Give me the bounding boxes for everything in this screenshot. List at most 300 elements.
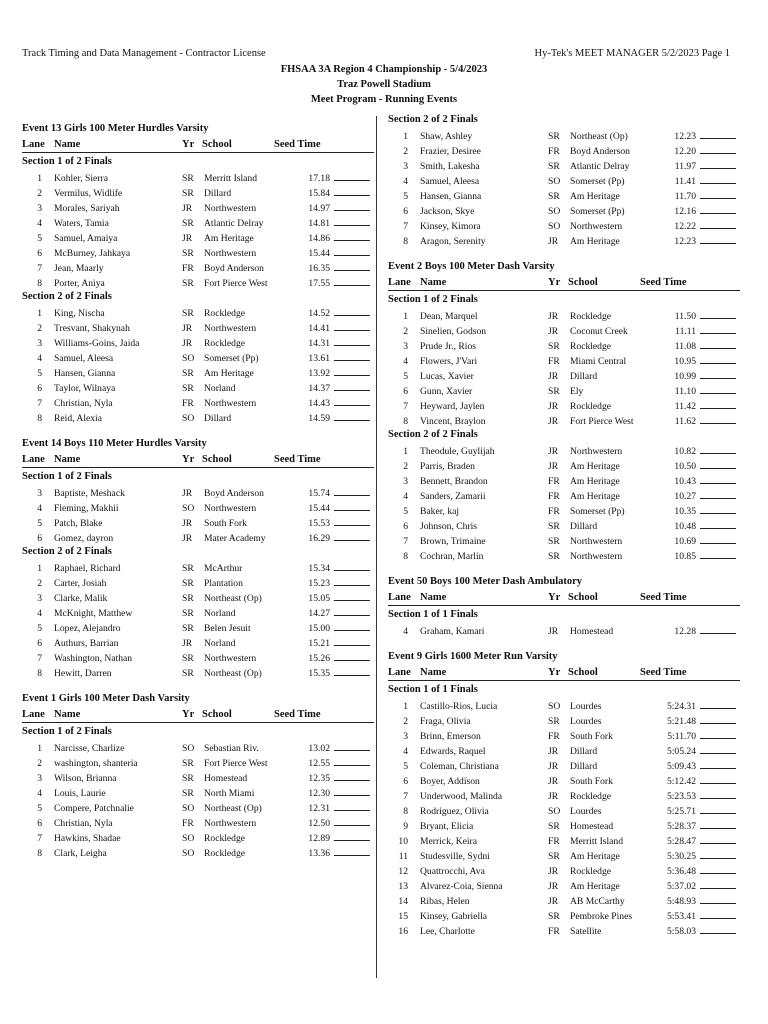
section-title: Section 1 of 1 Finals <box>388 609 478 620</box>
athlete-year: SR <box>182 368 194 379</box>
section-title: Section 1 of 2 Finals <box>22 156 112 167</box>
lane-number: 6 <box>403 386 408 397</box>
school-name: Lourdes <box>570 806 602 817</box>
result-blank-line <box>334 171 370 181</box>
result-blank-line <box>334 741 370 751</box>
lane-number: 7 <box>403 536 408 547</box>
athlete-year: SR <box>182 308 194 319</box>
seed-time: 11.97 <box>674 161 696 172</box>
result-blank-line <box>700 384 736 394</box>
column-header-name: Name <box>54 139 81 150</box>
athlete-year: FR <box>548 836 560 847</box>
school-name: Dillard <box>204 413 232 424</box>
seed-time: 10.99 <box>674 371 696 382</box>
athlete-year: SR <box>182 188 194 199</box>
school-name: Northeast (Op) <box>204 668 262 679</box>
seed-time: 15.00 <box>308 623 330 634</box>
school-name: AB McCarthy <box>570 896 625 907</box>
school-name: Pembroke Pines <box>570 911 633 922</box>
athlete-year: SO <box>182 743 195 754</box>
school-name: Somerset (Pp) <box>570 176 625 187</box>
lane-number: 2 <box>403 146 408 157</box>
seed-time: 11.41 <box>674 176 696 187</box>
seed-time: 14.43 <box>308 398 330 409</box>
seed-time: 10.85 <box>674 551 696 562</box>
lane-number: 5 <box>37 803 42 814</box>
school-name: Northwestern <box>570 446 623 457</box>
lane-number: 4 <box>37 503 42 514</box>
athlete-name: Parris, Braden <box>420 461 475 472</box>
seed-time: 13.92 <box>308 368 330 379</box>
athlete-name: Fraga, Olivia <box>420 716 471 727</box>
entry-row <box>388 744 740 759</box>
seed-time: 11.10 <box>674 386 696 397</box>
result-blank-line <box>700 774 736 784</box>
school-name: Fort Pierce West <box>204 278 268 289</box>
seed-time: 12.31 <box>308 803 330 814</box>
entry-row <box>22 516 374 531</box>
athlete-year: FR <box>182 398 194 409</box>
athlete-year: FR <box>548 476 560 487</box>
result-blank-line <box>700 819 736 829</box>
lane-number: 8 <box>37 278 42 289</box>
athlete-name: Kinsey, Kimora <box>420 221 481 232</box>
entry-row <box>388 729 740 744</box>
entry-row <box>388 714 740 729</box>
athlete-name: Bryant, Elicia <box>420 821 474 832</box>
result-blank-line <box>334 591 370 601</box>
entry-row <box>22 201 374 216</box>
school-name: Norland <box>204 638 236 649</box>
athlete-name: Brinn, Emerson <box>420 731 481 742</box>
entry-row <box>22 846 374 861</box>
entry-row <box>22 306 374 321</box>
entry-row <box>22 501 374 516</box>
result-blank-line <box>700 129 736 139</box>
entry-row <box>388 864 740 879</box>
result-blank-line <box>334 501 370 511</box>
athlete-name: Jean, Maarly <box>54 263 104 274</box>
lane-number: 7 <box>403 401 408 412</box>
athlete-name: Clarke, Malik <box>54 593 108 604</box>
athlete-name: Shaw, Ashley <box>420 131 473 142</box>
lane-number: 2 <box>37 578 42 589</box>
school-name: Ely <box>570 386 584 397</box>
column-header-row <box>22 454 374 468</box>
section-title: Section 1 of 2 Finals <box>22 471 112 482</box>
athlete-name: Washington, Nathan <box>54 653 133 664</box>
athlete-year: SR <box>548 131 560 142</box>
athlete-name: Rodriguez, Olivia <box>420 806 489 817</box>
lane-number: 7 <box>37 833 42 844</box>
school-name: Merritt Island <box>204 173 258 184</box>
lane-number: 14 <box>398 896 408 907</box>
lane-number: 5 <box>403 191 408 202</box>
meet-program: Meet Program - Running Events <box>310 94 458 105</box>
seed-time: 15.53 <box>308 518 330 529</box>
entry-row <box>388 219 740 234</box>
lane-number: 6 <box>403 776 408 787</box>
athlete-year: FR <box>548 356 560 367</box>
seed-time: 12.55 <box>308 758 330 769</box>
result-blank-line <box>700 159 736 169</box>
athlete-year: SR <box>182 248 194 259</box>
result-blank-line <box>700 744 736 754</box>
result-blank-line <box>700 699 736 709</box>
column-header-seed: Seed Time <box>640 592 687 603</box>
school-name: Homestead <box>570 626 614 637</box>
lane-number: 2 <box>403 326 408 337</box>
entry-row <box>22 756 374 771</box>
athlete-year: JR <box>548 311 559 322</box>
entry-row <box>22 336 374 351</box>
seed-time: 14.37 <box>308 383 330 394</box>
result-blank-line <box>700 309 736 319</box>
school-name: South Fork <box>204 518 247 529</box>
result-blank-line <box>700 894 736 904</box>
school-name: Northeast (Op) <box>204 803 262 814</box>
result-blank-line <box>700 369 736 379</box>
section-title: Section 2 of 2 Finals <box>22 546 112 557</box>
lane-number: 4 <box>37 218 42 229</box>
athlete-name: Sanders, Zamarii <box>420 491 486 502</box>
seed-time: 5:37.02 <box>666 881 696 892</box>
seed-time: 12.16 <box>674 206 696 217</box>
column-header-lane: Lane <box>388 277 411 288</box>
result-blank-line <box>334 246 370 256</box>
lane-number: 3 <box>37 203 42 214</box>
lane-number: 8 <box>37 848 42 859</box>
lane-number: 2 <box>37 188 42 199</box>
column-header-yr: Yr <box>182 454 195 465</box>
lane-number: 4 <box>37 608 42 619</box>
header-right: Hy-Tek's MEET MANAGER 5/2/2023 Page 1 <box>534 48 730 59</box>
athlete-name: Heyward, Jaylen <box>420 401 485 412</box>
result-blank-line <box>334 366 370 376</box>
athlete-name: Christian, Nyla <box>54 818 113 829</box>
athlete-year: SR <box>548 536 560 547</box>
seed-time: 15.23 <box>308 578 330 589</box>
entry-row <box>388 774 740 789</box>
seed-time: 10.27 <box>674 491 696 502</box>
lane-number: 3 <box>403 161 408 172</box>
entry-row <box>22 816 374 831</box>
school-name: Norland <box>204 608 236 619</box>
entry-row <box>388 909 740 924</box>
result-blank-line <box>334 336 370 346</box>
result-blank-line <box>334 231 370 241</box>
result-blank-line <box>334 786 370 796</box>
seed-time: 5:58.03 <box>666 926 696 937</box>
entry-row <box>22 606 374 621</box>
result-blank-line <box>334 756 370 766</box>
athlete-name: Edwards, Raquel <box>420 746 486 757</box>
lane-number: 5 <box>37 233 42 244</box>
result-blank-line <box>700 174 736 184</box>
result-blank-line <box>700 549 736 559</box>
column-header-row <box>22 709 374 723</box>
lane-number: 5 <box>37 518 42 529</box>
athlete-name: McKnight, Matthew <box>54 608 133 619</box>
column-header-yr: Yr <box>182 139 195 150</box>
entry-row <box>22 741 374 756</box>
athlete-name: Brown, Trimaine <box>420 536 486 547</box>
entry-row <box>22 366 374 381</box>
result-blank-line <box>334 516 370 526</box>
athlete-name: Morales, Sariyah <box>54 203 120 214</box>
athlete-year: SR <box>182 758 194 769</box>
athlete-name: Waters, Tamia <box>54 218 109 229</box>
result-blank-line <box>700 474 736 484</box>
school-name: Rockledge <box>570 866 612 877</box>
athlete-year: JR <box>548 746 559 757</box>
column-header-row <box>388 592 740 606</box>
athlete-name: Williams-Goins, Jaida <box>54 338 140 349</box>
result-blank-line <box>334 411 370 421</box>
school-name: Merritt Island <box>570 836 624 847</box>
result-blank-line <box>334 816 370 826</box>
seed-time: 10.50 <box>674 461 696 472</box>
athlete-name: Smith, Lakesha <box>420 161 480 172</box>
school-name: Rockledge <box>570 791 612 802</box>
athlete-year: SO <box>182 353 195 364</box>
lane-number: 7 <box>403 221 408 232</box>
athlete-name: Ribas, Helen <box>420 896 470 907</box>
lane-number: 13 <box>398 881 408 892</box>
seed-time: 17.55 <box>308 278 330 289</box>
athlete-year: JR <box>182 323 193 334</box>
entry-row <box>388 399 740 414</box>
seed-time: 14.31 <box>308 338 330 349</box>
entry-row <box>388 324 740 339</box>
column-header-yr: Yr <box>548 667 561 678</box>
seed-time: 10.35 <box>674 506 696 517</box>
athlete-year: SR <box>548 521 560 532</box>
athlete-year: SR <box>182 593 194 604</box>
lane-number: 8 <box>403 806 408 817</box>
seed-time: 15.35 <box>308 668 330 679</box>
athlete-year: SO <box>182 503 195 514</box>
column-header-seed: Seed Time <box>640 277 687 288</box>
lane-number: 6 <box>37 383 42 394</box>
event-title: Event 2 Boys 100 Meter Dash Varsity <box>388 261 555 272</box>
seed-time: 13.02 <box>308 743 330 754</box>
lane-number: 12 <box>398 866 408 877</box>
lane-number: 7 <box>403 791 408 802</box>
lane-number: 8 <box>403 551 408 562</box>
school-name: Coconut Creek <box>570 326 628 337</box>
seed-time: 10.69 <box>674 536 696 547</box>
event-title: Event 13 Girls 100 Meter Hurdles Varsity <box>22 123 209 134</box>
athlete-year: SO <box>182 848 195 859</box>
lane-number: 2 <box>37 758 42 769</box>
lane-number: 2 <box>403 716 408 727</box>
result-blank-line <box>700 504 736 514</box>
entry-row <box>22 621 374 636</box>
school-name: Boyd Anderson <box>570 146 630 157</box>
entry-row <box>388 879 740 894</box>
entry-row <box>388 234 740 249</box>
event-title: Event 14 Boys 110 Meter Hurdles Varsity <box>22 438 207 449</box>
result-blank-line <box>334 651 370 661</box>
lane-number: 8 <box>403 236 408 247</box>
seed-time: 5:28.47 <box>666 836 696 847</box>
school-name: Dillard <box>570 746 598 757</box>
athlete-name: McBurney, Jahkaya <box>54 248 131 259</box>
seed-time: 14.27 <box>308 608 330 619</box>
entry-row <box>22 666 374 681</box>
athlete-year: JR <box>182 518 193 529</box>
athlete-name: Gomez, dayron <box>54 533 114 544</box>
school-name: Plantation <box>204 578 243 589</box>
lane-number: 3 <box>403 476 408 487</box>
result-blank-line <box>700 399 736 409</box>
school-name: Northeast (Op) <box>570 131 628 142</box>
column-header-row <box>388 277 740 291</box>
athlete-year: JR <box>548 866 559 877</box>
result-blank-line <box>334 606 370 616</box>
result-blank-line <box>700 864 736 874</box>
lane-number: 8 <box>37 413 42 424</box>
result-blank-line <box>700 204 736 214</box>
column-header-school: School <box>202 454 232 465</box>
athlete-name: Tresvant, Shakynah <box>54 323 130 334</box>
school-name: Rockledge <box>570 311 612 322</box>
school-name: Am Heritage <box>570 491 620 502</box>
lane-number: 11 <box>398 851 408 862</box>
athlete-year: SO <box>182 833 195 844</box>
athlete-year: SR <box>182 773 194 784</box>
lane-number: 5 <box>403 506 408 517</box>
result-blank-line <box>334 831 370 841</box>
entry-row <box>22 261 374 276</box>
result-blank-line <box>700 519 736 529</box>
athlete-year: SR <box>182 668 194 679</box>
entry-row <box>22 786 374 801</box>
athlete-name: Underwood, Malinda <box>420 791 503 802</box>
lane-number: 16 <box>398 926 408 937</box>
athlete-name: Samuel, Aleesa <box>54 353 114 364</box>
school-name: Boyd Anderson <box>204 488 264 499</box>
athlete-name: Louis, Laurie <box>54 788 106 799</box>
result-blank-line <box>700 144 736 154</box>
result-blank-line <box>334 666 370 676</box>
athlete-name: Graham, Kamari <box>420 626 485 637</box>
lane-number: 3 <box>37 773 42 784</box>
lane-number: 5 <box>403 761 408 772</box>
seed-time: 5:30.25 <box>666 851 696 862</box>
lane-number: 3 <box>37 488 42 499</box>
lane-number: 1 <box>37 563 42 574</box>
lane-number: 1 <box>403 446 408 457</box>
athlete-year: SR <box>548 716 560 727</box>
seed-time: 15.34 <box>308 563 330 574</box>
seed-time: 14.52 <box>308 308 330 319</box>
athlete-year: FR <box>182 263 194 274</box>
athlete-year: JR <box>182 203 193 214</box>
athlete-year: JR <box>548 416 559 427</box>
seed-time: 11.50 <box>674 311 696 322</box>
athlete-year: SR <box>182 563 194 574</box>
event-title: Event 9 Girls 1600 Meter Run Varsity <box>388 651 558 662</box>
column-header-lane: Lane <box>388 592 411 603</box>
entry-row <box>388 519 740 534</box>
entry-row <box>22 351 374 366</box>
seed-time: 5:48.93 <box>666 896 696 907</box>
athlete-year: SR <box>548 341 560 352</box>
column-header-school: School <box>202 139 232 150</box>
result-blank-line <box>700 189 736 199</box>
lane-number: 1 <box>37 308 42 319</box>
athlete-name: Narcisse, Charlize <box>54 743 125 754</box>
seed-time: 5:09.43 <box>666 761 696 772</box>
athlete-year: SR <box>182 653 194 664</box>
athlete-year: JR <box>182 638 193 649</box>
seed-time: 12.22 <box>674 221 696 232</box>
seed-time: 11.42 <box>674 401 696 412</box>
result-blank-line <box>334 486 370 496</box>
result-blank-line <box>700 324 736 334</box>
entry-row <box>388 384 740 399</box>
event-title: Event 50 Boys 100 Meter Dash Ambulatory <box>388 576 583 587</box>
seed-time: 12.23 <box>674 131 696 142</box>
result-blank-line <box>334 276 370 286</box>
entry-row <box>388 354 740 369</box>
entry-row <box>22 831 374 846</box>
lane-number: 4 <box>403 176 408 187</box>
athlete-year: SO <box>548 701 561 712</box>
entry-row <box>22 561 374 576</box>
athlete-year: SR <box>182 278 194 289</box>
result-blank-line <box>700 414 736 424</box>
lane-number: 3 <box>37 593 42 604</box>
school-name: Northwestern <box>204 503 257 514</box>
result-blank-line <box>334 561 370 571</box>
athlete-name: Castillo-Rios, Lucia <box>420 701 498 712</box>
athlete-year: JR <box>548 626 559 637</box>
section-title: Section 1 of 2 Finals <box>388 294 478 305</box>
column-header-row <box>388 667 740 681</box>
entry-row <box>388 444 740 459</box>
athlete-year: SO <box>548 806 561 817</box>
athlete-year: SR <box>548 161 560 172</box>
seed-time: 15.84 <box>308 188 330 199</box>
lane-number: 5 <box>403 371 408 382</box>
lane-number: 5 <box>37 623 42 634</box>
entry-row <box>22 246 374 261</box>
school-name: Homestead <box>204 773 248 784</box>
entry-row <box>388 459 740 474</box>
column-header-yr: Yr <box>548 277 561 288</box>
result-blank-line <box>334 216 370 226</box>
school-name: Somerset (Pp) <box>570 506 625 517</box>
entry-row <box>22 591 374 606</box>
athlete-year: SR <box>182 578 194 589</box>
lane-number: 3 <box>37 338 42 349</box>
result-blank-line <box>700 339 736 349</box>
result-blank-line <box>334 396 370 406</box>
athlete-name: Reid, Alexia <box>54 413 102 424</box>
school-name: Northwestern <box>570 536 623 547</box>
result-blank-line <box>334 801 370 811</box>
result-blank-line <box>334 261 370 271</box>
school-name: Northwestern <box>204 203 257 214</box>
result-blank-line <box>700 459 736 469</box>
result-blank-line <box>334 306 370 316</box>
athlete-name: Hewitt, Darren <box>54 668 112 679</box>
seed-time: 5:53.41 <box>666 911 696 922</box>
seed-time: 13.61 <box>308 353 330 364</box>
